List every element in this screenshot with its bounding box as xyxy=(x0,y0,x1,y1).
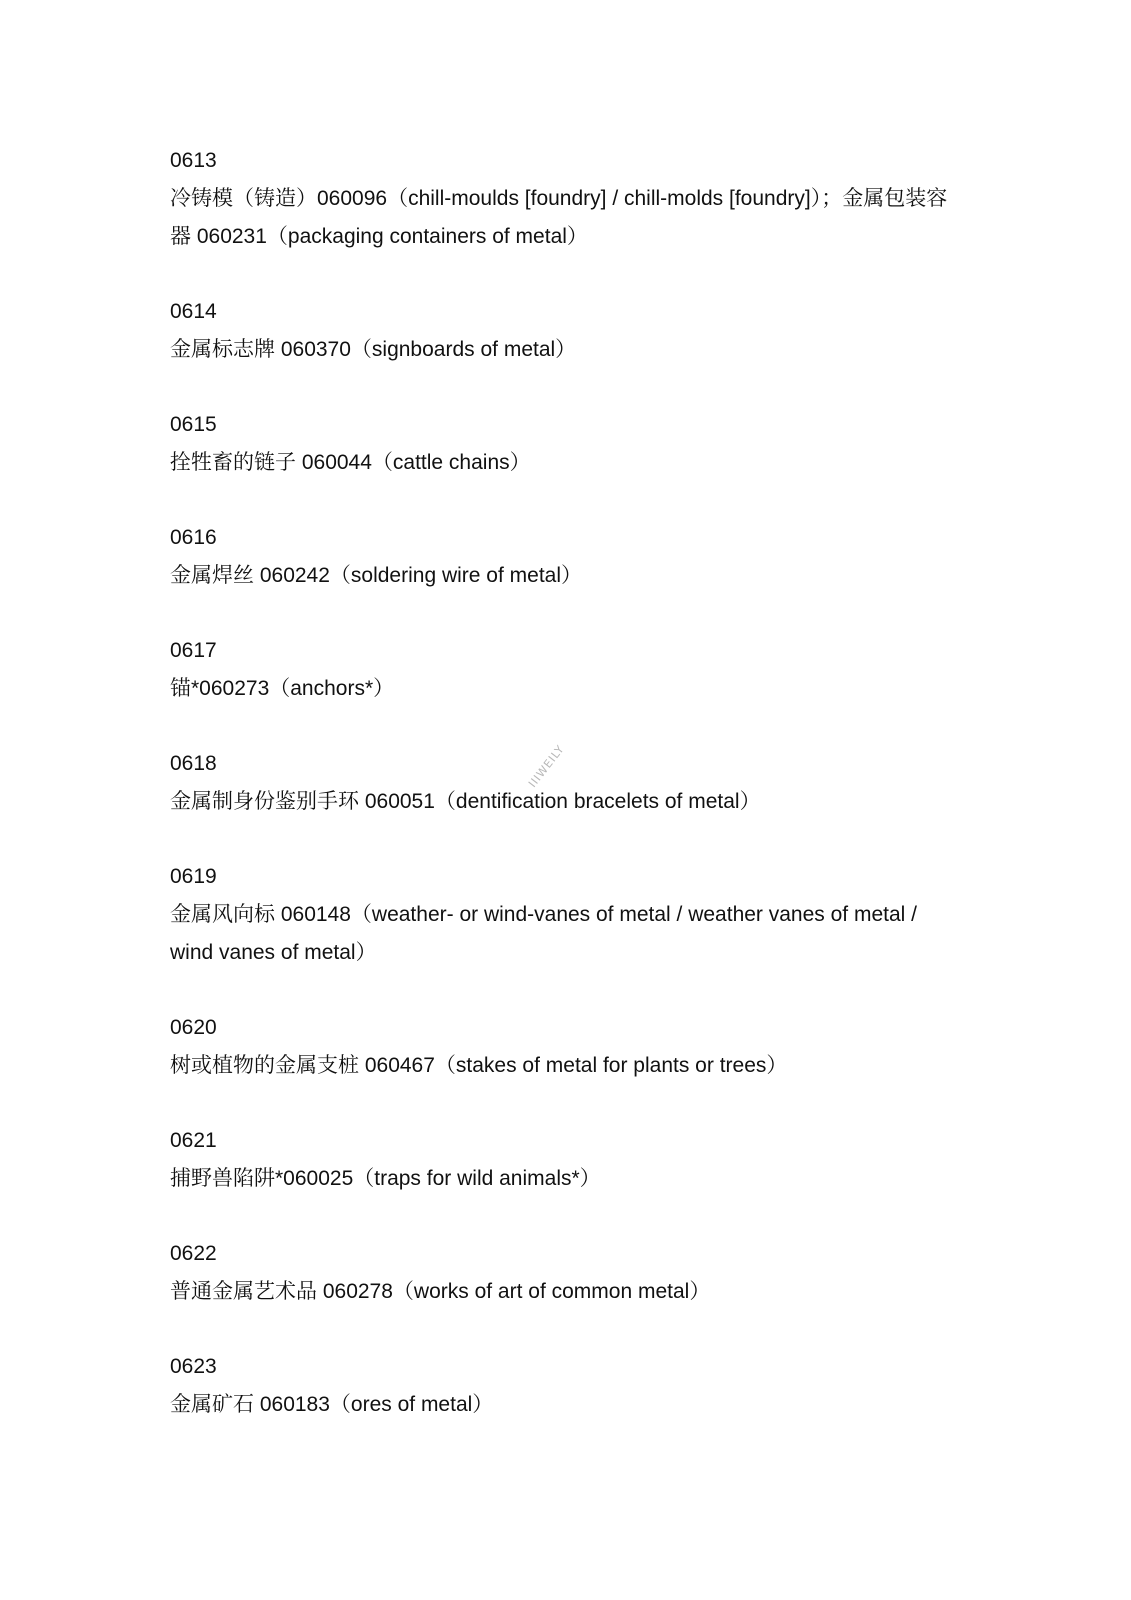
entry-text: 捕野兽陷阱*060025（traps for wild animals*） xyxy=(170,1167,601,1190)
watermark: IIIWEILY xyxy=(526,742,568,791)
entry-code: 0620 xyxy=(170,1016,217,1039)
entry-text: 锚*060273（anchors*） xyxy=(170,677,395,700)
entry-text: 冷铸模（铸造）060096（chill-moulds [foundry] / chill-molds [foundry]）；金属包装容器 060231（packaging containers of metal） xyxy=(170,187,948,248)
entry-text: 金属矿石 060183（ores of metal） xyxy=(170,1393,494,1416)
entry-code: 0623 xyxy=(170,1355,217,1378)
entry-list xyxy=(170,142,960,1461)
entry-text: 拴牲畜的链子 060044（cattle chains） xyxy=(170,451,531,474)
entry-0615 xyxy=(170,406,960,482)
entry-0613 xyxy=(170,142,960,256)
entry-0618 xyxy=(170,745,960,821)
entry-text: 树或植物的金属支桩 060467（stakes of metal for plants or trees） xyxy=(170,1054,788,1077)
entry-text: 金属制身份鉴别手环 060051（dentification bracelets of metal） xyxy=(170,790,761,813)
entry-0614 xyxy=(170,293,960,369)
entry-code: 0622 xyxy=(170,1242,217,1265)
entry-0620 xyxy=(170,1009,960,1085)
entry-code: 0615 xyxy=(170,413,217,436)
entry-text: 普通金属艺术品 060278（works of art of common metal） xyxy=(170,1280,711,1303)
entry-0623 xyxy=(170,1348,960,1424)
entry-code: 0618 xyxy=(170,752,217,775)
entry-text: 金属标志牌 060370（signboards of metal） xyxy=(170,338,577,361)
entry-code: 0619 xyxy=(170,865,217,888)
entry-code: 0621 xyxy=(170,1129,217,1152)
entry-0619 xyxy=(170,858,960,972)
entry-0621 xyxy=(170,1122,960,1198)
entry-text: 金属风向标 060148（weather- or wind-vanes of metal / weather vanes of metal / wind vanes of metal） xyxy=(170,903,917,964)
entry-text: 金属焊丝 060242（soldering wire of metal） xyxy=(170,564,583,587)
entry-code: 0613 xyxy=(170,149,217,172)
entry-0617 xyxy=(170,632,960,708)
entry-code: 0616 xyxy=(170,526,217,549)
entry-0622 xyxy=(170,1235,960,1311)
entry-code: 0614 xyxy=(170,300,217,323)
entry-0616 xyxy=(170,519,960,595)
entry-code: 0617 xyxy=(170,639,217,662)
